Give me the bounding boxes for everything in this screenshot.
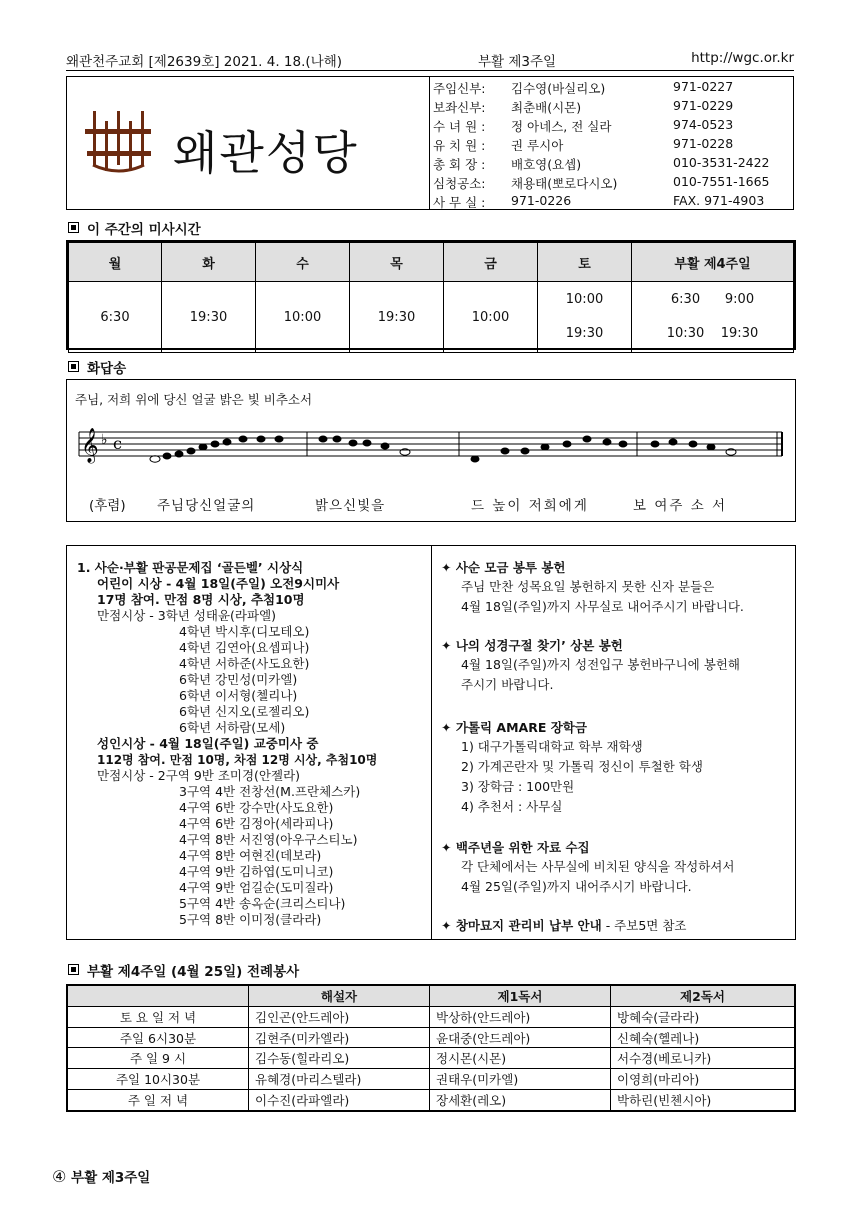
- time-mon: 6:30: [69, 282, 162, 353]
- day-fri: 금: [444, 243, 538, 282]
- staff-name: 정 아네스, 전 실라: [511, 119, 612, 134]
- square-bullet-icon: [68, 361, 79, 372]
- staff-phone: 971-0229: [673, 98, 734, 113]
- cell: 서수경(베로니카): [611, 1048, 795, 1069]
- table-row: [68, 1090, 795, 1111]
- treble-clef-icon: 𝄞: [81, 428, 99, 463]
- staff-name: 김수영(바실리오): [511, 81, 606, 96]
- cell: 정시몬(시몬): [430, 1048, 611, 1069]
- news-line: 4구역 8반 서진영(아우구스티노): [179, 832, 358, 847]
- staff-role: 주임신부:: [433, 81, 486, 96]
- news-item-title: ✦ 창마묘지 관리비 납부 안내: [441, 918, 602, 933]
- cell: 윤대중(안드레아): [430, 1027, 611, 1048]
- news-line: 6학년 신지오(로젤리오): [179, 704, 310, 719]
- schedule-title-text: 부활 제4주일 (4월 25일) 전례봉사: [87, 964, 300, 980]
- news-line: 주님 만찬 성목요일 봉헌하지 못한 신자 분들은: [461, 579, 715, 594]
- news-line: 4구역 8반 여현진(데보라): [179, 848, 322, 863]
- mass-times-table: [66, 240, 796, 350]
- staff-name: 배호영(요셉): [511, 157, 582, 172]
- parish-issue: 왜관천주교회 [제2639호] 2021. 4. 18.(나해): [66, 54, 342, 70]
- mass-day-header-row: [69, 243, 794, 282]
- psalm-section-title: [68, 357, 126, 377]
- news-line: 4구역 6반 강수만(사도요한): [179, 800, 334, 815]
- news-line: 6학년 서하람(모세): [179, 720, 286, 735]
- staff-phone: 974-0523: [673, 117, 734, 132]
- news-line: 4) 추천서 : 사무실: [461, 799, 563, 814]
- time-fri: 10:00: [444, 282, 538, 353]
- cell: 유혜경(마리스텔라): [249, 1069, 430, 1090]
- staff-phone: 010-3531-2422: [673, 155, 770, 170]
- header-week: 부활 제3주일: [478, 54, 557, 70]
- day-sun: 부활 제4주일: [632, 243, 794, 282]
- parish-logo-text: 왜관성당: [173, 126, 359, 180]
- cell: 방혜숙(글라라): [611, 1006, 795, 1027]
- news-line: 주시기 바랍니다.: [461, 677, 554, 692]
- psalm-lyric-3: 드 높이 저희에게: [471, 498, 589, 514]
- news-line: 112명 참여. 만점 10명, 차점 12명 시상, 추첨10명: [97, 753, 378, 767]
- time-cell: 주일 10시30분: [68, 1069, 249, 1090]
- staff-role: 유 치 원 :: [433, 138, 486, 153]
- news-item-title: ✦ 나의 성경구절 찾기’ 상본 봉헌: [441, 638, 623, 653]
- cell: 김인곤(안드레아): [249, 1006, 430, 1027]
- mass-section-title: [68, 218, 201, 238]
- news-line: 2) 가계곤란자 및 가톨릭 정신이 투철한 학생: [461, 759, 703, 774]
- liturgy-schedule-table: [66, 984, 796, 1112]
- time-cell: 주 일 저 녁: [68, 1090, 249, 1111]
- day-sat: 토: [538, 243, 632, 282]
- staff-role: 심청공소:: [433, 176, 486, 191]
- staff-role: 수 녀 원 :: [433, 119, 486, 134]
- page-header: [66, 50, 794, 71]
- staff-name: 971-0226: [511, 193, 572, 208]
- announcements-box: [66, 545, 796, 940]
- news-line: 성인시상 - 4월 18일(주일) 교중미사 중: [97, 736, 319, 751]
- news-line: - 주보5면 참조: [605, 918, 687, 933]
- day-mon: 월: [69, 243, 162, 282]
- news-line: 4월 25일(주일)까지 내어주시기 바랍니다.: [461, 879, 692, 894]
- schedule-section-title: [68, 960, 299, 980]
- time-wed: 10:00: [256, 282, 350, 353]
- news-line: 17명 참여. 만점 8명 시상, 추첨10명: [97, 592, 305, 607]
- staff-name: 채용태(뽀로다시오): [511, 176, 618, 191]
- wg-church-logo-icon: [79, 107, 159, 177]
- mass-title-text: 이 주간의 미사시간: [87, 222, 201, 238]
- staff-phone: 010-7551-1665: [673, 174, 770, 189]
- psalm-refrain-label: (후렴): [89, 498, 126, 514]
- staff-phone: 971-0228: [673, 136, 734, 151]
- time-sun-2: 9:00: [724, 292, 755, 307]
- news-line: 4구역 6반 김정아(세라피나): [179, 816, 334, 831]
- news-line: 6학년 이서형(첼리나): [179, 688, 298, 703]
- news-line: 4학년 김연아(요셉피나): [179, 640, 310, 655]
- cell: 박상하(안드레아): [430, 1006, 611, 1027]
- day-thu: 목: [350, 243, 444, 282]
- day-tue: 화: [162, 243, 256, 282]
- cell: 이영희(마리아): [611, 1069, 795, 1090]
- news-line: 5구역 4반 송옥순(크리스티나): [179, 896, 346, 911]
- cell: 김현주(미카엘라): [249, 1027, 430, 1048]
- day-wed: 수: [256, 243, 350, 282]
- page-footer: [52, 1166, 150, 1186]
- news-line: 만점시상 - 3학년 성태윤(라파엘): [97, 608, 277, 623]
- news-line: 4구역 9반 김하엽(도미니코): [179, 864, 334, 879]
- news-line: 4학년 박시후(디모테오): [179, 624, 310, 639]
- staff-phone: 971-0227: [673, 79, 734, 94]
- news-line: 어린이 시상 - 4월 18일(주일) 오전9시미사: [97, 576, 340, 591]
- staff-name: 권 루시아: [511, 138, 564, 153]
- staff-phone: FAX. 971-4903: [673, 193, 765, 208]
- news-item-inline: [441, 918, 687, 934]
- time-sun-4: 19:30: [720, 326, 759, 341]
- table-row: [68, 1069, 795, 1090]
- time-sun-3: 10:30: [666, 326, 705, 341]
- footer-text: 부활 제3주일: [71, 1170, 151, 1186]
- staff-role: 사 무 실 :: [433, 195, 486, 210]
- header-cell: [68, 986, 249, 1007]
- time-cell: 토 요 일 저 녁: [68, 1006, 249, 1027]
- header-url[interactable]: http://wgc.or.kr: [691, 50, 794, 66]
- psalm-lyric-1: 주님당신얼굴의: [157, 498, 256, 514]
- column-divider: [431, 546, 432, 939]
- psalm-music-staff: [67, 418, 795, 478]
- table-row: [68, 1027, 795, 1048]
- logo-area: [67, 77, 430, 209]
- news-line: 5구역 8반 이미정(클라라): [179, 912, 322, 927]
- time-thu: 19:30: [350, 282, 444, 353]
- time-cell: 주일 6시30분: [68, 1027, 249, 1048]
- page-number: ④: [52, 1167, 67, 1186]
- time-sun-1: 6:30: [670, 292, 701, 307]
- news-item-title: ✦ 사순 모금 봉투 봉헌: [441, 560, 566, 575]
- news-item-title: 1. 사순·부활 판공문제집 ‘골든벨’ 시상식: [77, 560, 304, 575]
- news-line: 3) 장학금 : 100만원: [461, 779, 575, 794]
- staff-name: 최춘배(시몬): [511, 100, 582, 115]
- time-sat: [538, 282, 632, 353]
- time-cell: 주 일 9 시: [68, 1048, 249, 1069]
- header-cell: 해설자: [249, 986, 430, 1007]
- cell: 이수진(라파엘라): [249, 1090, 430, 1111]
- time-sat-2: 19:30: [565, 326, 604, 341]
- cell: 김수동(힐라리오): [249, 1048, 430, 1069]
- table-row: [68, 1006, 795, 1027]
- news-line: 1) 대구가톨릭대학교 학부 재학생: [461, 739, 643, 754]
- news-line: 6학년 강민성(미카엘): [179, 672, 298, 687]
- psalm-lyric-4: 보 여주 소 서: [633, 498, 728, 514]
- news-line: 만점시상 - 2구역 9반 조미경(안젤라): [97, 768, 301, 783]
- header-cell: 제2독서: [611, 986, 795, 1007]
- table-row: [68, 1048, 795, 1069]
- cell: 신혜숙(헬레나): [611, 1027, 795, 1048]
- psalm-title-text: 화답송: [87, 361, 127, 377]
- news-line: 각 단체에서는 사무실에 비치된 양식을 작성하셔서: [461, 859, 735, 874]
- news-line: 4구역 9반 엄길순(도미질라): [179, 880, 334, 895]
- cell: 권태우(미카엘): [430, 1069, 611, 1090]
- cell: 장세환(레오): [430, 1090, 611, 1111]
- square-bullet-icon: [68, 964, 79, 975]
- mass-time-row: [69, 282, 794, 353]
- news-line: 3구역 4반 전창선(M.프란체스카): [179, 784, 361, 799]
- square-bullet-icon: [68, 222, 79, 233]
- header-cell: 제1독서: [430, 986, 611, 1007]
- psalm-lyric-2: 밝으신빛을: [315, 498, 386, 514]
- parish-info-box: [66, 76, 794, 210]
- news-line: 4월 18일(주일)까지 사무실로 내어주시기 바랍니다.: [461, 599, 744, 614]
- time-tue: 19:30: [162, 282, 256, 353]
- staff-role: 총 회 장 :: [433, 157, 486, 172]
- staff-role: 보좌신부:: [433, 100, 486, 115]
- cell: 박하린(빈첸시아): [611, 1090, 795, 1111]
- news-line: 4월 18일(주일)까지 성전입구 봉헌바구니에 봉헌해: [461, 657, 740, 672]
- time-sat-1: 10:00: [565, 292, 604, 307]
- time-signature: c: [113, 434, 122, 453]
- news-item-title: ✦ 가톨릭 AMARE 장학금: [441, 720, 587, 735]
- psalm-text: 주님, 저희 위에 당신 얼굴 밝은 빛 비추소서: [75, 392, 313, 407]
- flat-sign-icon: ♭: [101, 432, 108, 448]
- psalm-box: [66, 379, 796, 522]
- news-item-title: ✦ 백주년을 위한 자료 수집: [441, 840, 590, 855]
- news-line: 4학년 서하준(사도요한): [179, 656, 310, 671]
- table-header-row: [68, 986, 795, 1007]
- time-sun: [632, 282, 794, 353]
